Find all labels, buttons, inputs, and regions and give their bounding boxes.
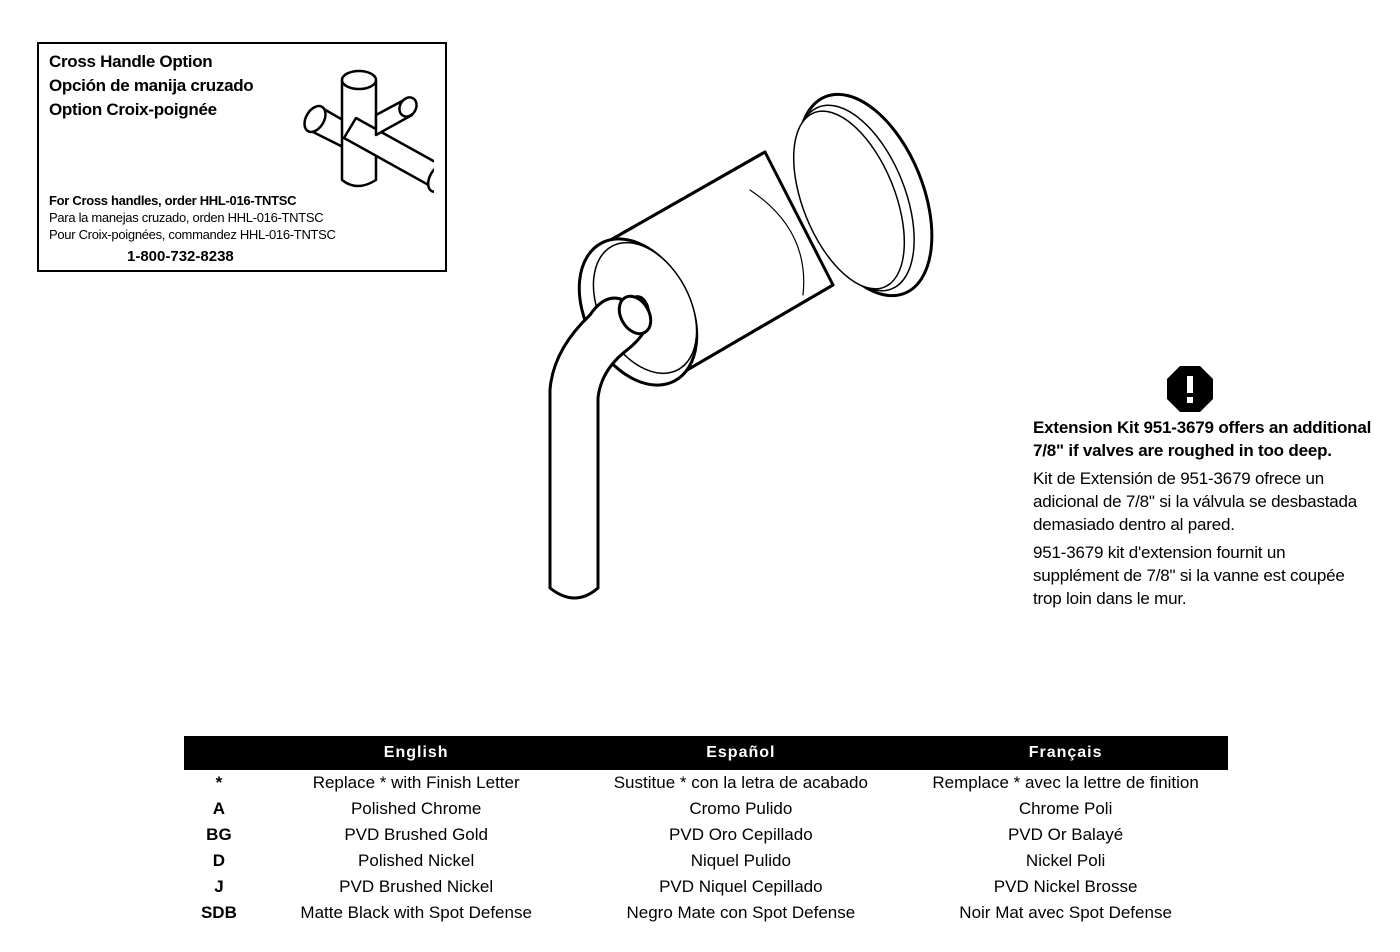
finish-english: PVD Brushed Gold [344, 825, 488, 844]
exclamation-octagon-icon [1166, 365, 1214, 413]
finish-code: SDB [200, 903, 237, 922]
finish-espanol: PVD Niquel Cepillado [659, 877, 823, 896]
extension-kit-note-fr: 951-3679 kit d'extension fournit un supplément de 7/8" si la vanne est coupée trop loin dans le mur. [1033, 543, 1345, 608]
cross-handle-title [49, 50, 253, 122]
table-row [184, 796, 1228, 822]
finish-code: D [212, 851, 226, 870]
order-text-en: For Cross handles, order HHL-016-TNTSC [49, 193, 297, 208]
finish-espanol: PVD Oro Cepillado [669, 825, 813, 844]
finish-espanol: Cromo Pulido [689, 799, 793, 818]
finish-francais: PVD Or Balayé [1007, 825, 1124, 844]
header-code [184, 736, 254, 770]
table-row [184, 822, 1228, 848]
finish-code: BG [206, 825, 232, 844]
finish-espanol: Niquel Pulido [690, 851, 791, 870]
finish-espanol: Sustitue * con la letra de acabado [613, 773, 868, 792]
finish-table-header [184, 736, 1228, 770]
order-text-fr: Pour Croix-poignées, commandez HHL-016-TNTSC [49, 227, 336, 242]
table-row [184, 770, 1228, 796]
table-row [184, 900, 1228, 926]
cross-handle-illustration [284, 60, 434, 210]
finish-english: Matte Black with Spot Defense [300, 903, 532, 922]
header-espanol: Español [578, 736, 903, 770]
cross-handle-title-fr: Option Croix-poignée [49, 100, 217, 119]
extension-kit-note-en: Extension Kit 951-3679 offers an additional 7/8" if valves are roughed in too deep. [1033, 418, 1372, 460]
finish-espanol: Negro Mate con Spot Defense [626, 903, 856, 922]
finish-english: Polished Nickel [358, 851, 475, 870]
finish-table [184, 736, 1228, 926]
finish-code: J [214, 877, 224, 896]
finish-francais: Chrome Poli [1018, 799, 1113, 818]
cross-handle-order-info [49, 192, 336, 243]
valve-handle-illustration [535, 80, 955, 620]
finish-francais: PVD Nickel Brosse [993, 877, 1138, 896]
header-francais: Français [903, 736, 1228, 770]
extension-kit-note-es: Kit de Extensión de 951-3679 ofrece un adicional de 7/8" si la válvula se desbastada demasiado dentro al pared. [1033, 469, 1358, 534]
cross-handle-title-en: Cross Handle Option [49, 52, 213, 71]
finish-francais: Noir Mat avec Spot Defense [959, 903, 1172, 922]
finish-english: PVD Brushed Nickel [339, 877, 494, 896]
finish-code: * [215, 773, 223, 792]
table-row [184, 874, 1228, 900]
finish-english: Polished Chrome [350, 799, 482, 818]
finish-code: A [212, 799, 226, 818]
finish-english: Replace * with Finish Letter [312, 773, 520, 792]
finish-francais: Nickel Poli [1025, 851, 1106, 870]
header-english: English [254, 736, 579, 770]
finish-francais: Remplace * avec la lettre de finition [932, 773, 1199, 792]
cross-handle-option-box [37, 42, 447, 272]
phone-number: 1-800-732-8238 [127, 248, 234, 265]
table-row [184, 848, 1228, 874]
order-text-es: Para la manejas cruzado, orden HHL-016-TNTSC [49, 210, 324, 225]
cross-handle-title-es: Opción de manija cruzado [49, 76, 254, 95]
extension-kit-note [1033, 416, 1373, 615]
